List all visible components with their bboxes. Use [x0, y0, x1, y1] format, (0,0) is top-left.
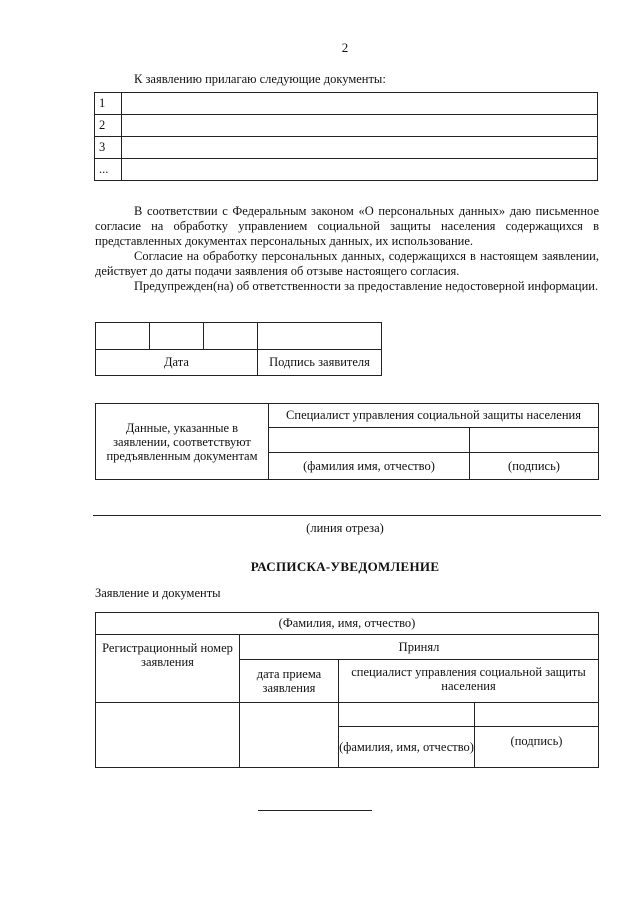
specialist-fio-field[interactable] [269, 428, 470, 453]
consent-paragraph-1: В соответствии с Федеральным законом «О персональных данных» даю письменное согласие на обработку управлением социальной защиты населения содержащихся в представленных документах персональных данных, их использование. [95, 204, 599, 248]
cut-line-label: (линия отреза) [306, 521, 384, 535]
cut-line [93, 515, 601, 516]
receipt-subtitle: Заявление и документы [95, 586, 221, 600]
receipt-fio-header: (Фамилия, имя, отчество) [96, 613, 599, 635]
attachment-row-number: 2 [95, 115, 122, 137]
reg-number-label: Регистрационный номер заявления [96, 635, 240, 703]
receive-date-label: дата приема заявления [240, 660, 339, 703]
accepted-label: Принял [240, 635, 599, 660]
receipt-table [95, 612, 599, 768]
date-day-cell[interactable] [96, 323, 150, 350]
specialist-header: Специалист управления социальной защиты населения [269, 404, 599, 428]
attachment-row-number: 3 [95, 137, 122, 159]
consent-paragraph-2: Согласие на обработку персональных данных, содержащихся в настоящем заявлении, действует до даты подачи заявления об отзыве настоящего согласия. [95, 249, 599, 278]
consent-block [95, 204, 599, 294]
attachment-row-field[interactable] [122, 93, 598, 115]
attachment-row-field[interactable] [122, 137, 598, 159]
reg-number-field[interactable] [96, 703, 240, 768]
signature-table [95, 322, 382, 376]
date-month-cell[interactable] [150, 323, 204, 350]
receipt-specialist-label: специалист управления социальной защиты населения [339, 660, 599, 703]
receipt-fio-field[interactable] [339, 703, 475, 727]
receipt-title: РАСПИСКА-УВЕДОМЛЕНИЕ [250, 559, 440, 574]
attachment-row-field[interactable] [122, 115, 598, 137]
page-number: 2 [341, 40, 349, 55]
specialist-sign-field[interactable] [470, 428, 599, 453]
attachment-row-field[interactable] [122, 159, 598, 181]
attachments-table [94, 92, 598, 181]
receipt-fio-label: (фамилия, имя, отчество) [339, 727, 475, 768]
specialist-sign-label: (подпись) [470, 453, 599, 480]
receive-date-field[interactable] [240, 703, 339, 768]
receipt-sign-label: (подпись) [475, 727, 599, 768]
attachment-row-number: ... [95, 159, 122, 181]
date-label: Дата [96, 350, 258, 376]
footer-divider [258, 810, 372, 811]
consent-paragraph-3: Предупрежден(на) об ответственности за предоставление недостоверной информации. [134, 279, 599, 293]
signature-cell[interactable] [258, 323, 382, 350]
signature-label: Подпись заявителя [258, 350, 382, 376]
receipt-sign-field[interactable] [475, 703, 599, 727]
attachment-row-number: 1 [95, 93, 122, 115]
date-year-cell[interactable] [204, 323, 258, 350]
verification-table [95, 403, 599, 480]
verification-left-text: Данные, указанные в заявлении, соответствуют предъявленным документам [96, 404, 269, 480]
attachments-intro: К заявлению прилагаю следующие документы: [134, 72, 386, 86]
specialist-fio-label: (фамилия имя, отчество) [269, 453, 470, 480]
